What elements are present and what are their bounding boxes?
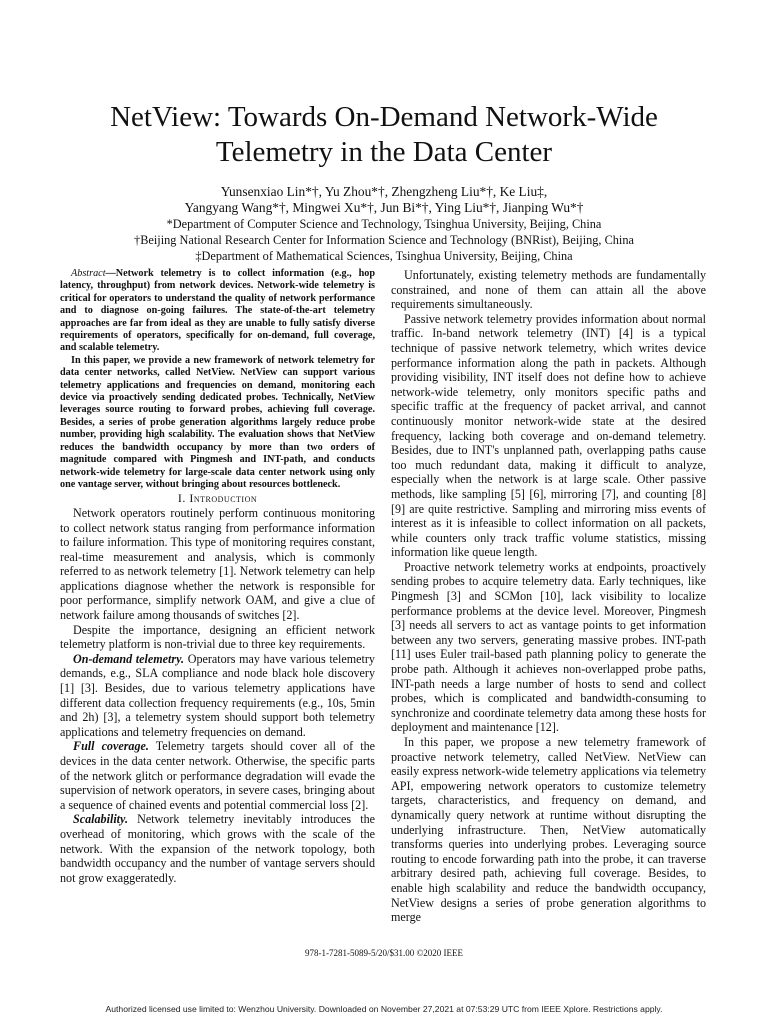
affiliation-3: ‡Department of Mathematical Sciences, Tsinghua University, Beijing, China	[195, 249, 573, 263]
requirement-heading: Full coverage.	[73, 739, 149, 754]
requirement-text: Network telemetry inevitably introduces the overhead of monitoring, which grows with the scale of the network. With the expansion of the network topology, both bandwidth occupancy and the number of vantage servers should not grow exaggeratedly.	[60, 812, 375, 885]
abstract	[60, 268, 375, 491]
paper-title: NetView: Towards On-Demand Network-Wide Telemetry in the Data Center	[110, 101, 658, 168]
left-column	[60, 268, 375, 885]
abstract-paragraph-2: In this paper, we provide a new framework of network telemetry for data center networks, called NetView. NetView can support various telemetry applications and frequencies on demand, monitoring each device via proactively sending dedicated probes. Technically, NetView leverages source routing to forward probes, achieving full coverage. Besides, a series of probe generation algorithms largely reduce probe number, providing high scalability. The evaluation shows that NetView reduces the bandwidth occupancy by more than two orders of magnitude compared with Pingmesh and INT-path, and conducts network-wide telemetry for large-scale data center network using only one vantage server, without bringing about resources bottleneck.	[60, 354, 375, 490]
requirement-on-demand	[60, 652, 375, 740]
section-title: Introduction	[189, 491, 258, 506]
abstract-paragraph-1: —Network telemetry is to collect information (e.g., hop latency, throughput) from network devices. Network-wide telemetry is critical for operators to understand the quality of network performance and to diagnose on-going failures. The state-of-the-art telemetry approaches are far from ideal as they are unable to fully satisfy diverse requirements of operators, specifically for on-demand, full coverage, and scalable telemetry.	[60, 268, 375, 354]
requirement-full-coverage	[60, 739, 375, 812]
section-number: I.	[177, 491, 186, 506]
intro-paragraph-2: Despite the importance, designing an efficient network telemetry platform is non-trivial due to three key requirements.	[60, 622, 375, 652]
requirement-text: Operators may have various telemetry demands, e.g., SLA compliance and node black hole discovery [1] [3]. Besides, due to various telemetry applications have different data collection frequency requirements (e.g., 10s, 5min and 2h) [3], a telemetry system should support both telemetry applications and telemetry frequencies on demand.	[60, 651, 375, 739]
body-paragraph-1: Unfortunately, existing telemetry methods are fundamentally constrained, and none of them can attain all the above requirements simultaneously.	[391, 268, 706, 312]
affiliation-2: †Beijing National Research Center for Information Science and Technology (BNRist), Beijing, China	[134, 233, 634, 247]
body-paragraph-4: In this paper, we propose a new telemetry framework of proactive network telemetry, called NetView. NetView can easily express network-wide telemetry applications via telemetry API, empowering network operators to customize telemetry targets, characteristics, and frequency on demand, and dynamically query network at runtime without disrupting the underlying infrastructure. Then, NetView automatically transforms queries into underlying probes. Leveraging source routing to encode forwarding path into the probe, it can traverse arbitrary desired path, achieving full coverage. Besides, to enable high scalability and reduce the bandwidth occupancy, NetView designs a series of probe generation algorithms to merge	[391, 735, 706, 925]
section-heading-introduction	[60, 491, 375, 506]
affiliation-1: *Department of Computer Science and Technology, Tsinghua University, Beijing, China	[166, 217, 602, 231]
requirement-heading: Scalability.	[73, 812, 128, 827]
body-paragraph-2: Passive network telemetry provides information about normal traffic. In-band network telemetry (INT) [4] is a typical technique of passive network telemetry, which writes device performance information along the path in packets. Although providing visibility, INT itself does not define how to achieve network-wide telemetry, only monitors specific paths and specific traffic at the frequency of packet arrival, and cannot continuously monitor network-wide state at the desired frequency, lacking both coverage and on-demand telemetry. Besides, due to INT's unplanned path, overlapping paths cause too much redundant data, making it difficult to analyze, especially when the network is at large scale. Other passive methods, like sampling [5] [6], mirroring [7], and counting [8] [9] are quite restrictive. Sampling and mirroring miss events of interest as it is infeasible to collect information on all packets, while counters only track traffic volume statistics, missing information like queue length.	[391, 311, 706, 560]
intro-paragraph-1: Network operators routinely perform continuous monitoring to collect network status ranging from performance information to failure information. This type of monitoring requires constant, real-time measurement and analysis, which is commonly referred to as network telemetry [1]. Network telemetry can help applications diagnose whether the network is responsible for poor performance, simplify network OAM, and give a clue of network failure among thousands of switches [2].	[60, 505, 375, 623]
copyright-notice: 978-1-7281-5089-5/20/$31.00 ©2020 IEEE	[304, 948, 464, 958]
author-block	[40, 184, 728, 264]
author-line-2: Yangyang Wang*†, Mingwei Xu*†, Jun Bi*†, Ying Liu*†, Jianping Wu*†	[184, 200, 584, 215]
license-footer: Authorized licensed use limited to: Wenzhou University. Downloaded on November 27,2021 at 07:53:29 UTC from IEEE Xplore. Restrictions apply.	[105, 1004, 663, 1014]
requirement-scalability	[60, 812, 375, 885]
right-column	[391, 268, 706, 925]
body-paragraph-3: Proactive network telemetry works at endpoints, proactively sending probes to acquire telemetry data. Early techniques, like Pingmesh [3] and SCMon [10], lack visibility to localize performance problems at the device level. Moreover, Pingmesh [3] needs all servers to act as vantage points to get information between any two servers, generating massive probes. INT-path [11] uses Euler trail-based path planning policy to generate the probe path. Although it achieves non-overlapped probe paths, INT-path needs a large number of hosts to send and collect probes, which is complicated and bandwidth-consuming to synchronize and coordinate telemetry data among these hosts for deployment and maintenance [12].	[391, 559, 706, 735]
author-line-1: Yunsenxiao Lin*†, Yu Zhou*†, Zhengzheng Liu*†, Ke Liu‡,	[220, 184, 548, 199]
abstract-label: Abstract	[71, 268, 106, 279]
requirement-text: Telemetry targets should cover all of the devices in the data center network. Otherwise, the specific parts of the network glitch or performance degradation will evade the supervision of network operators, in severe cases, bringing about a sequence of chained events and potential commercial loss [2].	[60, 739, 375, 812]
requirement-heading: On-demand telemetry.	[73, 651, 185, 666]
